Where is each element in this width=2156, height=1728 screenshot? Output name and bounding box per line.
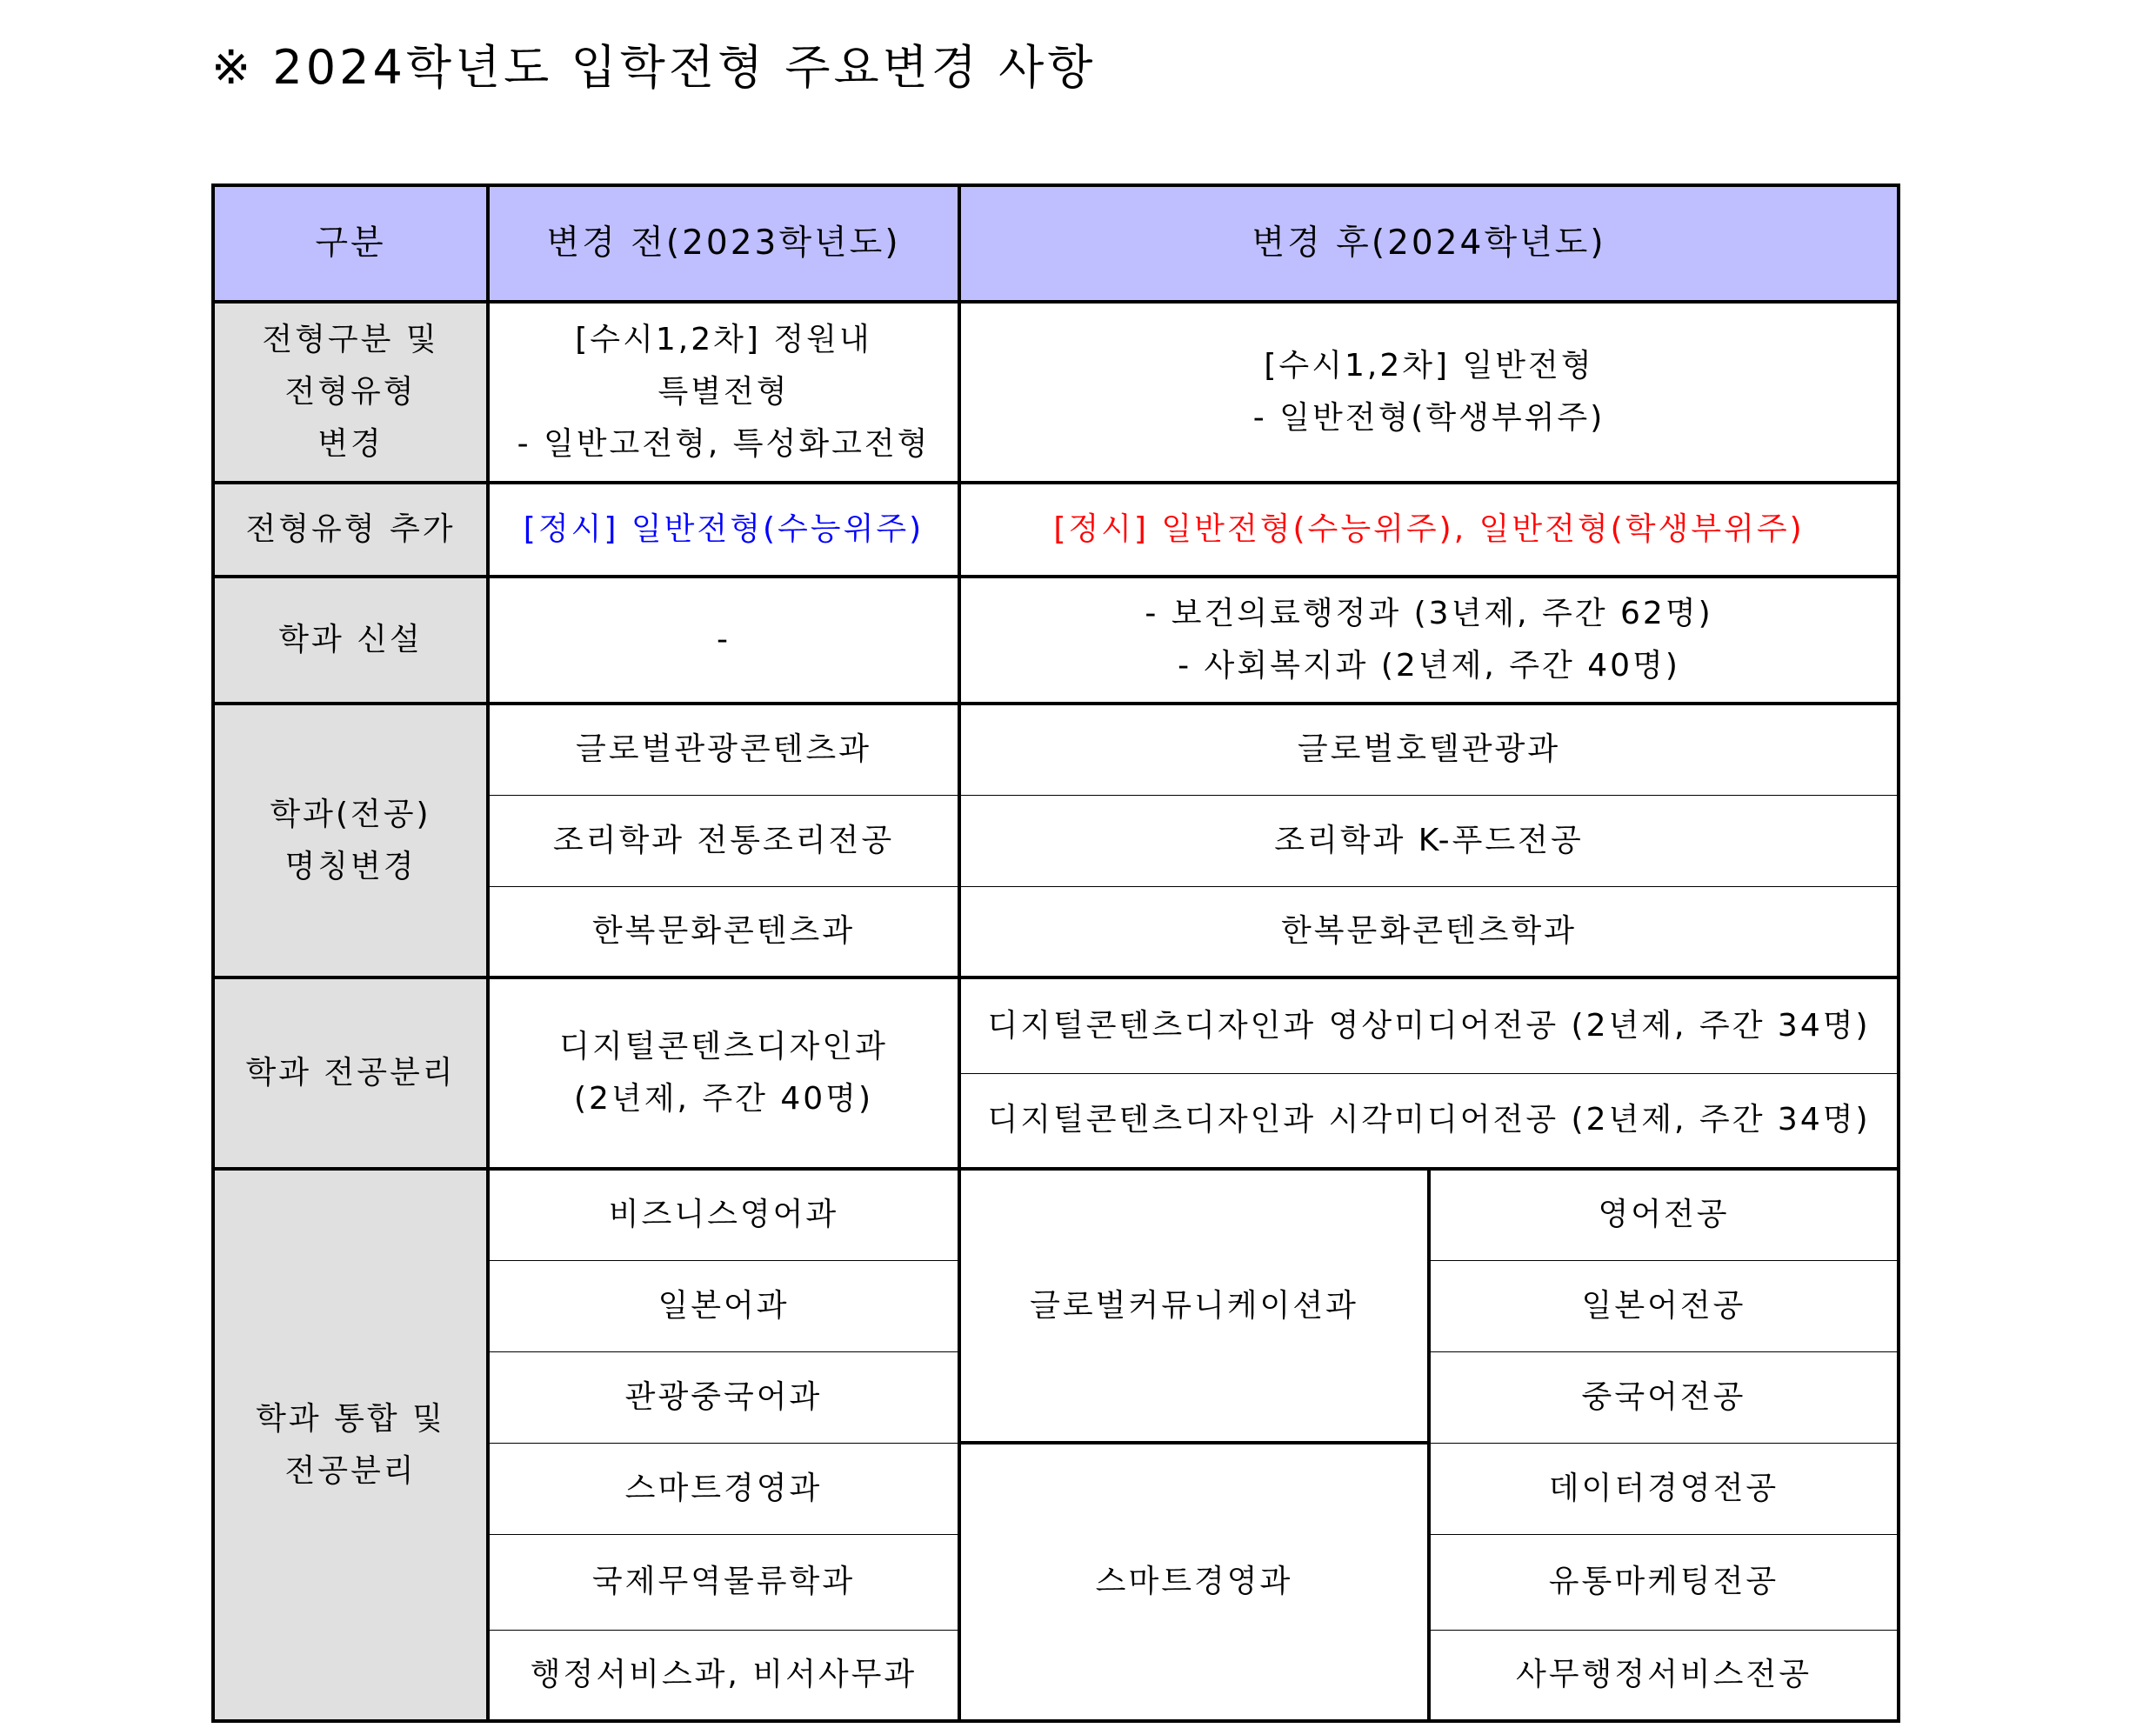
header-after: 변경 후(2024학년도) <box>959 185 1899 302</box>
merge-major: 사무행정서비스전공 <box>1429 1630 1899 1721</box>
admission-changes-table <box>211 183 1900 1723</box>
merge-major: 영어전공 <box>1429 1169 1899 1260</box>
text-line: - 보건의료행정과 (3년제, 주간 62명) <box>1145 596 1713 631</box>
category-line: 전형구분 및 <box>262 322 439 357</box>
merge-before: 스마트경영과 <box>488 1443 959 1534</box>
table-row <box>213 577 1899 704</box>
table-row <box>213 483 1899 577</box>
split-after: 디지털콘텐츠디자인과 시각미디어전공 (2년제, 주간 34명) <box>959 1073 1899 1169</box>
text-line: - 사회복지과 (2년제, 주간 40명) <box>1178 648 1680 684</box>
merge-major: 중국어전공 <box>1429 1351 1899 1443</box>
rename-after: 한복문화콘텐츠학과 <box>959 886 1899 977</box>
after-type-change <box>959 302 1899 483</box>
table-header-row <box>213 185 1899 302</box>
rename-before: 조리학과 전통조리전공 <box>488 795 959 886</box>
text-line: 특별전형 <box>657 374 790 410</box>
merge-before: 행정서비스과, 비서사무과 <box>488 1630 959 1721</box>
before-type-change <box>488 302 959 483</box>
merge-major: 유통마케팅전공 <box>1429 1534 1899 1630</box>
rename-before: 글로벌관광콘텐츠과 <box>488 704 959 795</box>
category-line: 변경 <box>317 426 384 462</box>
category-line: 명칭변경 <box>284 848 417 884</box>
table-row <box>213 302 1899 483</box>
header-before: 변경 전(2023학년도) <box>488 185 959 302</box>
text-line: 디지털콘텐츠디자인과 <box>559 1029 888 1064</box>
page-title: ※ 2024학년도 입학전형 주요변경 사항 <box>211 40 1097 95</box>
category-new-dept: 학과 신설 <box>213 577 488 704</box>
table-row <box>213 977 1899 1073</box>
category-line: 학과 통합 및 <box>256 1400 445 1437</box>
category-type-add: 전형유형 추가 <box>213 483 488 577</box>
split-after: 디지털콘텐츠디자인과 영상미디어전공 (2년제, 주간 34명) <box>959 977 1899 1073</box>
merge-dept: 스마트경영과 <box>959 1443 1429 1721</box>
category-type-change <box>213 302 488 483</box>
merge-major: 데이터경영전공 <box>1429 1443 1899 1534</box>
category-merge <box>213 1169 488 1721</box>
merge-major: 일본어전공 <box>1429 1260 1899 1351</box>
table-row <box>213 704 1899 795</box>
text-line: - 일반전형(학생부위주) <box>1252 400 1605 436</box>
after-type-add: [정시] 일반전형(수능위주), 일반전형(학생부위주) <box>959 483 1899 577</box>
category-line: 전공분리 <box>284 1452 417 1489</box>
merge-before: 일본어과 <box>488 1260 959 1351</box>
before-type-add: [정시] 일반전형(수능위주) <box>488 483 959 577</box>
category-split: 학과 전공분리 <box>213 977 488 1169</box>
merge-before: 관광중국어과 <box>488 1351 959 1443</box>
rename-after: 조리학과 K-푸드전공 <box>959 795 1899 886</box>
text-line: - 일반고전형, 특성화고전형 <box>517 426 931 462</box>
merge-before: 국제무역물류학과 <box>488 1534 959 1630</box>
before-new-dept: - <box>488 577 959 704</box>
rename-after: 글로벌호텔관광과 <box>959 704 1899 795</box>
before-split <box>488 977 959 1169</box>
category-line: 학과(전공) <box>270 796 431 832</box>
table-row <box>213 1169 1899 1260</box>
category-line: 전형유형 <box>284 374 417 410</box>
text-line: [수시1,2차] 일반전형 <box>1264 348 1594 384</box>
rename-before: 한복문화콘텐츠과 <box>488 886 959 977</box>
header-category: 구분 <box>213 185 488 302</box>
category-rename <box>213 704 488 977</box>
text-line: (2년제, 주간 40명) <box>573 1081 873 1117</box>
merge-before: 비즈니스영어과 <box>488 1169 959 1260</box>
merge-dept: 글로벌커뮤니케이션과 <box>959 1169 1429 1443</box>
after-new-dept <box>959 577 1899 704</box>
text-line: [수시1,2차] 정원내 <box>575 322 872 357</box>
